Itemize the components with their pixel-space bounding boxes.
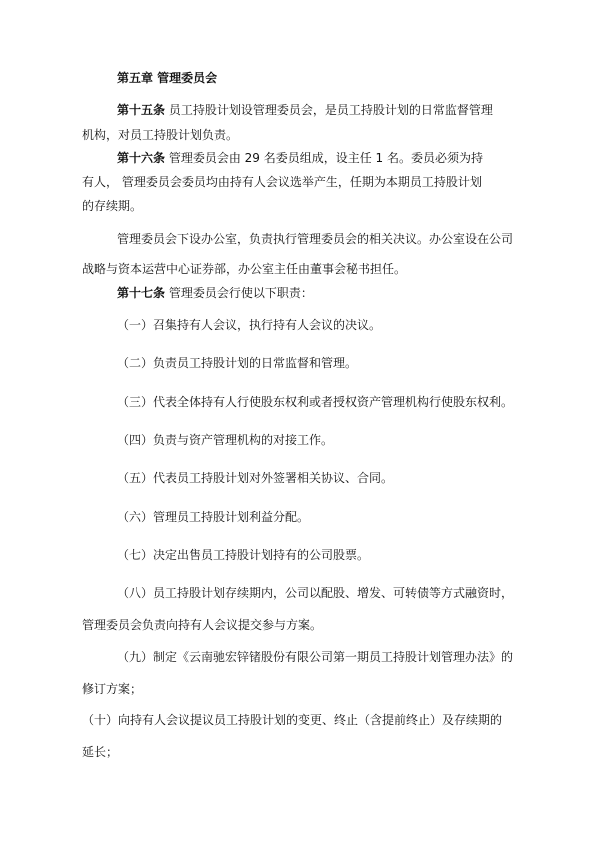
office-line-1: 管理委员会下设办公室，负责执行管理委员会的相关决议。办公室设在公司 bbox=[117, 232, 514, 246]
duty-8-line-2: 管理委员会负责向持有人会议提交参与方案。 bbox=[82, 618, 323, 632]
article-16-line-1 bbox=[117, 151, 483, 165]
article-15-label: 第十五条 bbox=[117, 103, 166, 117]
duty-3: （三）代表全体持有人行使股东权利或者授权资产管理机构行使股东权利。 bbox=[117, 395, 514, 409]
duty-5: （五）代表员工持股计划对外签署相关协议、合同。 bbox=[117, 471, 394, 485]
article-16-line-2: 有人， 管理委员会委员均由持有人会议选举产生，任期为本期员工持股计划 bbox=[82, 175, 482, 189]
article-16-line-3: 的存续期。 bbox=[82, 199, 143, 213]
article-15-text: 员工持股计划设管理委员会，是员工持股计划的日常监督管理 bbox=[168, 103, 493, 117]
duty-10-line-1: （十）向持有人会议提议员工持股计划的变更、终止（含提前终止）及存续期的 bbox=[82, 713, 503, 727]
article-17-intro: 管理委员会行使以下职责： bbox=[168, 286, 313, 300]
duty-1: （一）召集持有人会议，执行持有人会议的决议。 bbox=[117, 318, 382, 332]
duty-9-line-1: （九）制定《云南驰宏锌锗股份有限公司第一期员工持股计划管理办法》的 bbox=[117, 650, 514, 664]
office-line-2: 战略与资本运营中心证券部，办公室主任由董事会秘书担任。 bbox=[82, 262, 407, 276]
duty-10-line-2: 延长； bbox=[82, 745, 119, 759]
article-15-line-2: 机构，对员工持股计划负责。 bbox=[82, 128, 239, 142]
chapter-title: 第五章 管理委员会 bbox=[117, 71, 218, 85]
article-15-line-1 bbox=[117, 103, 493, 117]
article-16-label: 第十六条 bbox=[117, 151, 166, 165]
duty-2: （二）负责员工持股计划的日常监督和管理。 bbox=[117, 356, 358, 370]
duty-6: （六）管理员工持股计划利益分配。 bbox=[117, 510, 310, 524]
duty-7: （七）决定出售员工持股计划持有的公司股票。 bbox=[117, 548, 370, 562]
article-17-line bbox=[117, 286, 313, 300]
article-17-label: 第十七条 bbox=[117, 286, 166, 300]
duty-4: （四）负责与资产管理机构的对接工作。 bbox=[117, 433, 334, 447]
duty-8-line-1: （八）员工持股计划存续期内，公司以配股、增发、可转债等方式融资时， bbox=[117, 586, 514, 600]
article-16-text: 管理委员会由 29 名委员组成，设主任 1 名。委员必须为持 bbox=[168, 151, 484, 165]
duty-9-line-2: 修订方案； bbox=[82, 682, 143, 696]
